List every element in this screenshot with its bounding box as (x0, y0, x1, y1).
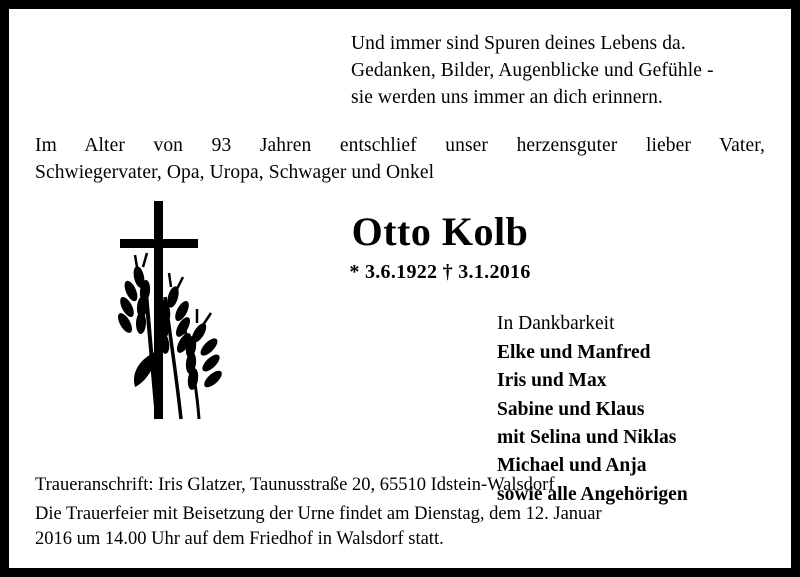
mourning-address: Traueranschrift: Iris Glatzer, Taunusstraße 20, 65510 Idstein-Walsdorf (35, 474, 555, 495)
verse-line-3: sie werden uns immer an dich erinnern. (351, 86, 663, 108)
mourner-line: Elke und Manfred (497, 341, 651, 363)
mourner-line: Michael und Anja (497, 455, 647, 477)
deceased-name: Otto Kolb (351, 209, 529, 255)
service-line-2: 2016 um 14.00 Uhr auf dem Friedhof in Walsdorf statt. (35, 528, 444, 549)
verse-line-2: Gedanken, Bilder, Augenblicke und Gefühle - (351, 59, 714, 81)
intro-line-2: Schwiegervater, Opa, Uropa, Schwager und Onkel (35, 162, 435, 184)
intro-paragraph (35, 132, 765, 187)
obituary-inner (9, 9, 791, 568)
deceased-dates: * 3.6.1922 † 3.1.2016 (349, 261, 531, 284)
memorial-verse (351, 31, 765, 112)
service-line-1: Die Trauerfeier mit Beisetzung der Urne findet am Dienstag, dem 12. Januar (35, 503, 602, 524)
mourner-line: Sabine und Klaus (497, 398, 645, 420)
mourner-line: mit Selina und Niklas (497, 426, 677, 448)
mourner-line: Iris und Max (497, 370, 607, 392)
mourner-line: sowie alle Angehörigen (497, 483, 688, 505)
verse-line-1: Und immer sind Spuren deines Lebens da. (351, 33, 686, 54)
intro-line-1: Im Alter von 93 Jahren entschlief unser herzensguter lieber Vater, (35, 134, 765, 156)
cross-with-wheat-icon (87, 201, 277, 451)
thanks-heading: In Dankbarkeit (497, 313, 615, 335)
footer-block (35, 473, 765, 552)
